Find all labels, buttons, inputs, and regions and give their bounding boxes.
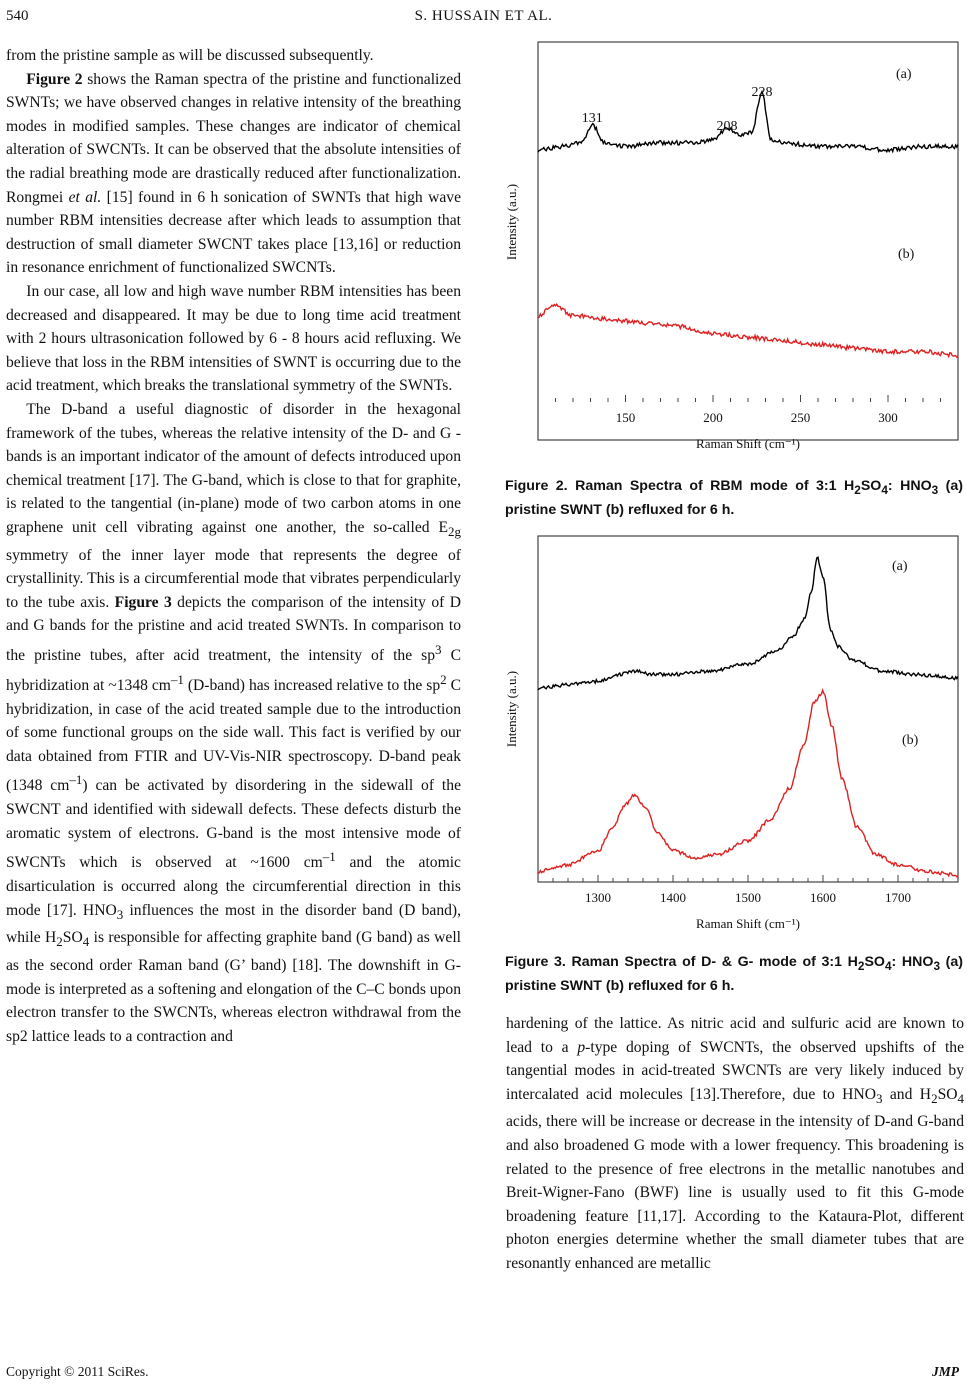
x-tick-label: 1500 [735,890,761,905]
series-label-b: (b) [898,247,915,262]
peak-label: 131 [581,111,603,126]
figure-3 [500,532,962,942]
figure-2 [500,38,962,458]
paragraph-p1: from the pristine sample as will be discussed subsequently. [6,47,374,64]
y-axis-label: Intensity (a.u.) [504,670,519,748]
x-axis-label: Raman Shift (cm⁻¹) [696,916,800,931]
figure-2-frame [538,42,958,440]
paragraph-p3: In our case, all low and high wave number RBM intensities has been decreased and disappeared. It may be due to long time acid treatment with 2 hours ultrasonication followed by 6 - 8 hours acid refluxing. We believe that loss in the RBM intensities of SWNT is occurring due to the acid treatment, which breaks the translational symmetry of the SWNTs. [6,282,461,395]
x-axis-label: Raman Shift (cm⁻¹) [696,436,800,451]
x-tick-label: 250 [790,410,811,425]
paragraph-p4: The D-band a useful diagnostic of disorder in the hexagonal framework of the tubes, whereas the relative intensity of the D- and G -bands is an important indicator of the amount of defects introduced upon chemical treatment [17]. The G-band, which is close to that for graphite, is related to the tangential (in-plane) mode of two carbon atoms in one graphene unit cell vibrating against one another, the so-called $E_{2g}$ symmetry of the inner layer mode that represents the degree of crystallinity. This is a circumferential mode that vibrates perpendicularly to the tube axis. Figure 3 depicts the comparison of the intensity of D and G bands for the pristine and acid treated SWNTs. In comparison to the pristine tubes, after acid treatment, the intensity of the $sp^3$ C hybridization at ~1348 $cm^{-1}$ (D-band) has increased relative to the $sp^2$ C hybridization, in case of the acid treated sample due to the introduction of some functional groups on the side wall. This fact is verified by our data obtained from FTIR and UV-Vis-NIR spectroscopy. D-band peak (1348 $cm^{-1}$) can be activated by disordering in the sidewall of the SWCNT and identified with sidewall defects. These defects disturb the aromatic system of electrons. G-band is the most intensive mode of SWCNTs which is observed at ~1600 $cm^{-1}$ and the atomic disarticulation is occurred along the circumferential direction in this mode [17]. $HNO_3$ influences the most in the disorder band (D band), while $H_2SO_4$ is responsible for affecting graphite band (G band) as well as the second order Raman band (G’ band) [18]. The downshift in G-mode is interpreted as a softening and elongation of the C–C bonds upon electron transfer to the SWCNTs, whereas electron withdrawal from the sp2 lattice leads to a contraction and [6,400,462,1045]
peak-label: 228 [751,85,773,100]
x-tick-label: 200 [703,410,723,425]
y-axis-label: Intensity (a.u.) [504,183,519,261]
series-label-a: (a) [896,67,912,82]
series-label-a: (a) [892,559,908,574]
paragraph-p5: hardening of the lattice. As nitric acid and sulfuric acid are known to lead to a p-type doping of SWCNTs, the observed upshifts of the tangential modes in acid-treated SWCNTs are very likely induced by intercalated acid molecules [13].Therefore, due to $HNO_3$ and $H_2SO_4$ acids, there will be increase or decrease in the intensity of D-and G-band and also broadened G mode with a lower frequency. This broadening is related to the presence of free electrons in the metallic nanotubes and Breit-Wigner-Fano (BWF) line is usually used to fit this G-mode broadening feature [11,17]. According to the Kataura-Plot, different photon energies determine whether the small diameter tubes that are resonantly enhanced are metallic [506,1015,964,1273]
left-column [6,44,461,1048]
series-line-b [538,690,958,877]
footer-journal: JMP [932,1364,959,1379]
x-tick-label: 1300 [585,890,611,905]
peak-label: 208 [716,119,738,134]
figure-3-chart [500,532,962,942]
figure-3-frame [538,536,958,882]
x-tick-label: 1400 [660,890,686,905]
x-tick-label: 1700 [885,890,911,905]
series-line-b [538,304,958,357]
series-line-a [538,557,958,690]
running-header: S. HUSSAIN ET AL. [414,8,553,24]
right-column [506,1012,964,1276]
x-tick-label: 150 [615,410,636,425]
figure-2-caption: Figure 2. Raman Spectra of RBM mode of 3:1 $H_2SO_4$: $HNO_3$ (a) pristine SWNT (b) refluxed for 6 h. [505,478,964,518]
figure-3-caption: Figure 3. Raman Spectra of D- & G- mode of 3:1 $H_2SO_4$: $HNO_3$ (a) pristine SWNT (b) refluxed for 6 h. [505,954,964,994]
page-number: 540 [6,8,29,24]
figure-2-chart [500,38,962,458]
series-label-b: (b) [902,733,919,748]
x-tick-label: 1600 [810,890,836,905]
x-tick-label: 300 [878,410,898,425]
footer-copyright: Copyright © 2011 SciRes. [6,1364,149,1379]
paragraph-p2: Figure 2 shows the Raman spectra of the pristine and functionalized SWNTs; we have observed changes in relative intensity of the breathing modes in modified samples. These changes are indicator of chemical alteration of SWCNTs. It can be observed that the absolute intensities of the radial breathing mode are drastically reduced after functionalization. Rongmei et al. [15] found in 6 h sonication of SWNTs that high wave number RBM intensities decrease after which leads to assumption that destruction of small diameter SWCNT takes place [13,16] or reduction in resonance enrichment of functionalized SWCNTs. [6,70,461,277]
